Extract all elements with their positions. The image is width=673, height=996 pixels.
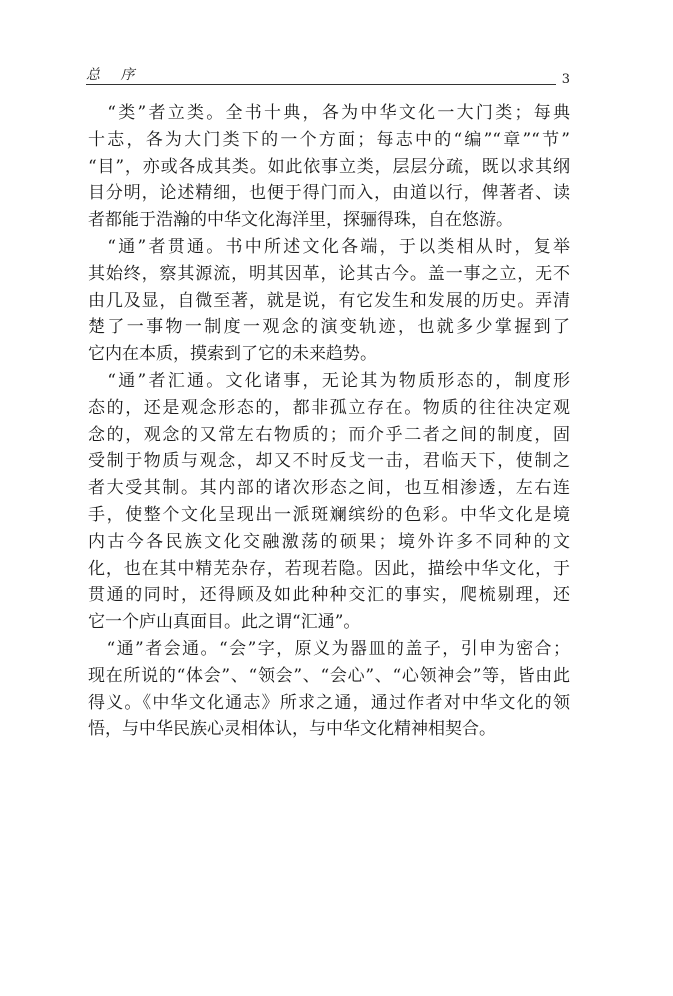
text-line: 态的，还是观念形态的，都非孤立存在。物质的往往决定观: [88, 397, 570, 418]
text-line: 十志，各为大门类下的一个方面；每志中的“编”“章”“节”: [88, 129, 570, 150]
paragraph-guantong: [88, 234, 570, 368]
text-line: 者大受其制。其内部的诸次形态之间，也互相渗透，左右连: [88, 478, 570, 499]
text-line: 楚了一事物一制度一观念的演变轨迹，也就多少掌握到了: [88, 317, 570, 338]
text-line: 念的，观念的又常左右物质的；而介乎二者之间的制度，固: [88, 424, 570, 445]
running-header: [86, 62, 570, 88]
header-rule: [86, 84, 556, 85]
text-line: 它一个庐山真面目。此之谓“汇通”。: [88, 612, 361, 633]
paragraph-huitong: [88, 368, 570, 636]
text-line: “通”者贯通。书中所述文化各端，于以类相从时，复举: [88, 236, 570, 257]
text-line: “通”者会通。“会”字，原义为器皿的盖子，引申为密合；: [88, 638, 570, 659]
text-line: 贯通的同时，还得顾及如此种种交汇的事实，爬梳剔理，还: [88, 585, 570, 606]
body-text: [88, 100, 570, 743]
text-line: 受制于物质与观念，却又不时反戈一击，君临天下，使制之: [88, 451, 570, 472]
paragraph-lei: [88, 100, 570, 234]
text-line: 得义。《中华文化通志》所求之通，通过作者对中华文化的领: [88, 692, 570, 713]
text-line: 它内在本质，摸索到了它的未来趋势。: [88, 344, 377, 365]
text-line: 化，也在其中精芜杂存，若现若隐。因此，描绘中华文化，于: [88, 558, 570, 579]
text-line: 手，使整个文化呈现出一派斑斓缤纷的色彩。中华文化是境: [88, 504, 570, 525]
text-line: 内古今各民族文化交融激荡的硕果；境外许多不同种的文: [88, 531, 570, 552]
text-line: 目分明，论述精细，也便于得门而入，由道以行，俾著者、读: [88, 183, 570, 204]
text-line: “类”者立类。全书十典，各为中华文化一大门类；每典: [88, 103, 570, 123]
paragraph-huitong-meeting: [88, 636, 570, 743]
text-line: 悟，与中华民族心灵相体认，与中华文化精神相契合。: [88, 719, 496, 740]
text-line: “通”者汇通。文化诸事，无论其为物质形态的，制度形: [88, 370, 570, 391]
text-line: 现在所说的“体会”、“领会”、“会心”、“心领神会”等，皆由此: [88, 665, 570, 686]
text-line: “目”，亦或各成其类。如此依事立类，层层分疏，既以求其纲: [88, 156, 570, 177]
section-title: 总 序: [86, 67, 143, 83]
page-number: 3: [561, 72, 570, 87]
text-line: 其始终，察其源流，明其因革，论其古今。盖一事之立，无不: [88, 263, 570, 284]
text-line: 者都能于浩瀚的中华文化海洋里，探骊得珠，自在悠游。: [88, 210, 513, 231]
text-line: 由几及显，自微至著，就是说，有它发生和发展的历史。弄清: [88, 290, 570, 311]
